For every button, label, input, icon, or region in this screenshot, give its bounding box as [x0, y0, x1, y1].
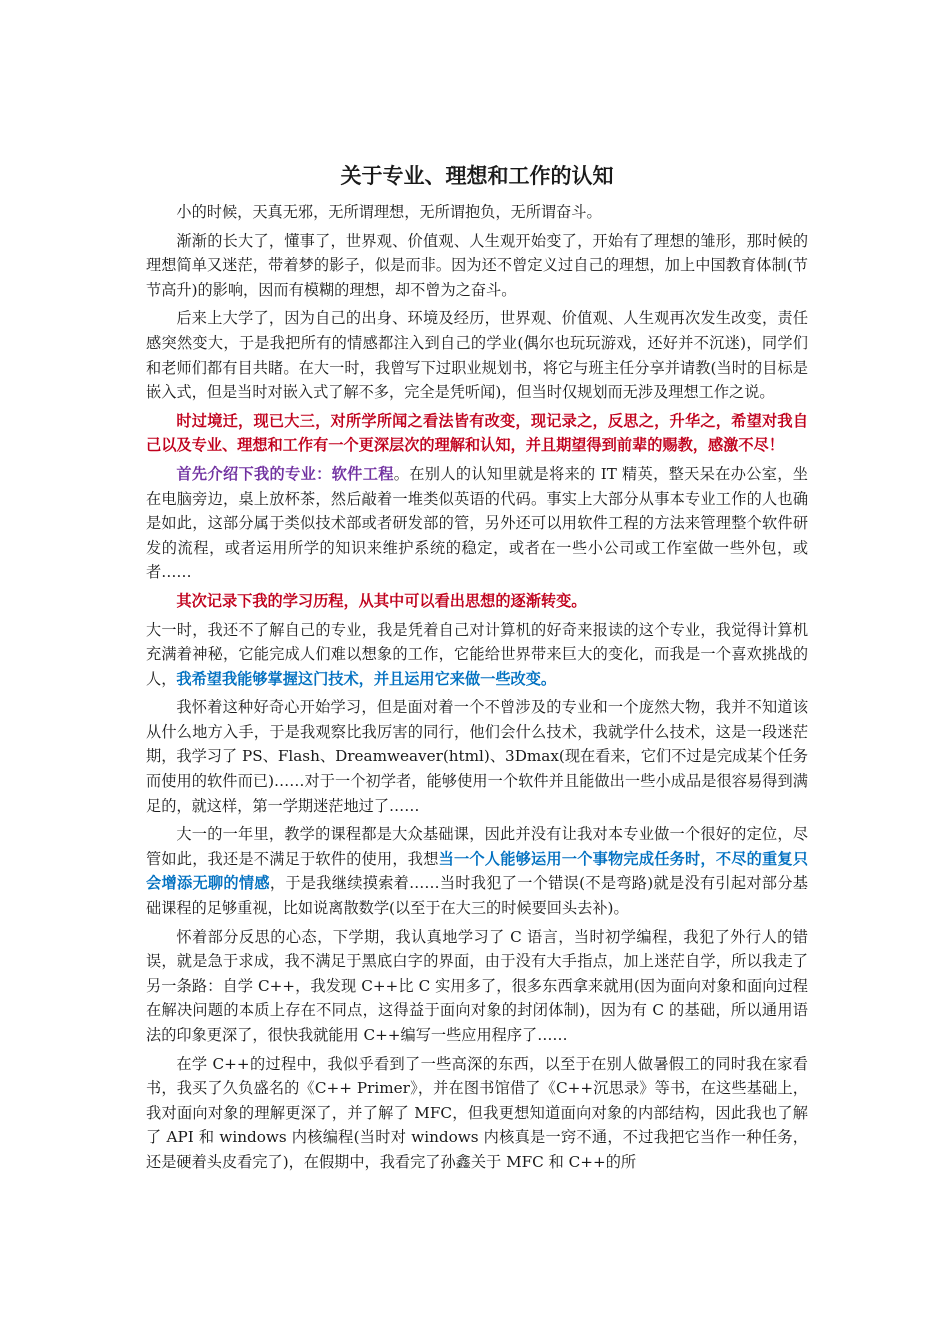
basic-courses-highlight: 当一个人能够运用一个事物完成任务时，不尽的重复只会增添无聊的情感 — [146, 849, 809, 893]
basic-courses-text: 大一的一年里，教学的课程都是大众基础课，因此并没有让我对本专业做一个很好的定位，尽管如此，我还是不满足于软件的使用，我想 — [146, 825, 808, 868]
paragraph-childhood: 小的时候，天真无邪，无所谓理想，无所谓抱负，无所谓奋斗。 — [176, 203, 602, 221]
major-description: 。在别人的认知里就是将来的 IT 精英，整天呆在办公室，坐在电脑旁边，桌上放杯茶，然后敲着一堆类似英语的代码。事实上大部分从事本专业工作的人也确是如此，这部分属于类似技术部或者研发部的管，另外还可以用软件工程的方法来管理整个软件研发的流程，或者运用所学的知识来维护系统的稳定，或者在一些小公司或工作室做一些外包，或者…… — [146, 464, 808, 582]
paragraph-university: 后来上大学了，因为自己的出身、环境及经历，世界观、价值观、人生观再次发生改变，责任感突然变大，于是我把所有的情感都注入到自己的学业(偶尔也玩玩游戏，还好并不沉迷)，同学们和老师们都有目共睹。在大一时，我曾写下过职业规划书，将它与班主任分享并请教(当时的目标是嵌入式，但是当时对嵌入式了解不多，完全是凭听闻)，但当时仅规划而无涉及理想工作之说。 — [146, 309, 808, 402]
paragraph-curiosity: 我怀着这种好奇心开始学习，但是面对着一个不曾涉及的专业和一个庞然大物，我并不知道该从什么地方入手，于是我观察比我厉害的同行，他们会什么技术，我就学什么技术，这是一段迷茫期，我学习了 PS、Flash、Dreamweaver(html)、3Dmax(现在看来，它们不过是完成某个任务而使用的软件而已)……对于一个初学者，能够使用一个软件并且能做出一些小成品是很容易得到满足的，就这样，第一学期迷茫地过了…… — [146, 698, 808, 815]
basic-courses-rest: ，于是我继续摸索着……当时我犯了一个错误(不是弯路)就是没有引起对部分基础课程的足够重视，比如说离散数学(以至于在大三的时候要回头去补)。 — [146, 874, 808, 918]
major-intro-lead: 首先介绍下我的专业： — [176, 464, 332, 483]
paragraph-c-language: 怀着部分反思的心态，下学期，我认真地学习了 C 语言，当时初学编程，我犯了外行人的错误，就是急于求成，我不满足于黑底白字的界面，由于没有大手指点，加上迷茫自学，所以我走了另一条路：自学 C++，我发现 C++比 C 实用多了，很多东西拿来就用(因为面向对象和面向过程在解决问题的本质上存在不同点，这得益于面向对象的封闭体制)，因为有 C 的基础，所以通用语法的印象更深了，很快我就能用 C++编写一些应用程序了…… — [146, 927, 808, 1044]
freshman-text: 大一时，我还不了解自己的专业，我是凭着自己对计算机的好奇来报读的这个专业，我觉得计算机充满着神秘，它能完成人们难以想象的工作，它能给世界带来巨大的变化，而我是一个喜欢挑战的人， — [146, 620, 808, 688]
major-name: 软件工程 — [331, 464, 394, 483]
paragraph-learning-history-heading: 其次记录下我的学习历程，从其中可以看出思想的逐渐转变。 — [176, 591, 587, 610]
paragraph-freshman — [146, 618, 808, 692]
paragraph-basic-courses — [146, 822, 808, 920]
paragraph-major — [146, 462, 808, 585]
paragraph-reflection-highlight: 时过境迁，现已大三，对所学所闻之看法皆有改变，现记录之，反思之，升华之，希望对我自己以及专业、理想和工作有一个更深层次的理解和认知，并且期望得到前辈的赐教，感激不尽！ — [146, 411, 808, 455]
paragraph-cpp-study: 在学 C++的过程中，我似乎看到了一些高深的东西，以至于在别人做暑假工的同时我在家看书，我买了久负盛名的《C++ Primer》，并在图书馆借了《C++沉思录》等书，在这些基础上，我对面向对象的理解更深了，并了解了 MFC，但我更想知道面向对象的内部结构，因此我也了解了 API 和 windows 内核编程(当时对 windows 内核真是一窍不通，不过我把它当作一种任务，还是硬着头皮看完了)，在假期中，我看完了孙鑫关于 MFC 和 C++的所 — [146, 1054, 808, 1171]
document-page — [146, 160, 808, 1179]
freshman-goal-highlight: 我希望我能够掌握这门技术，并且运用它来做一些改变。 — [176, 669, 557, 688]
document-title: 关于专业、理想和工作的认知 — [340, 164, 614, 188]
paragraph-growing-up: 渐渐的长大了，懂事了，世界观、价值观、人生观开始变了，开始有了理想的雏形，那时候的理想简单又迷茫，带着梦的影子，似是而非。因为还不曾定义过自己的理想，加上中国教育体制(节节高升)的影响，因而有模糊的理想，却不曾为之奋斗。 — [146, 231, 808, 299]
